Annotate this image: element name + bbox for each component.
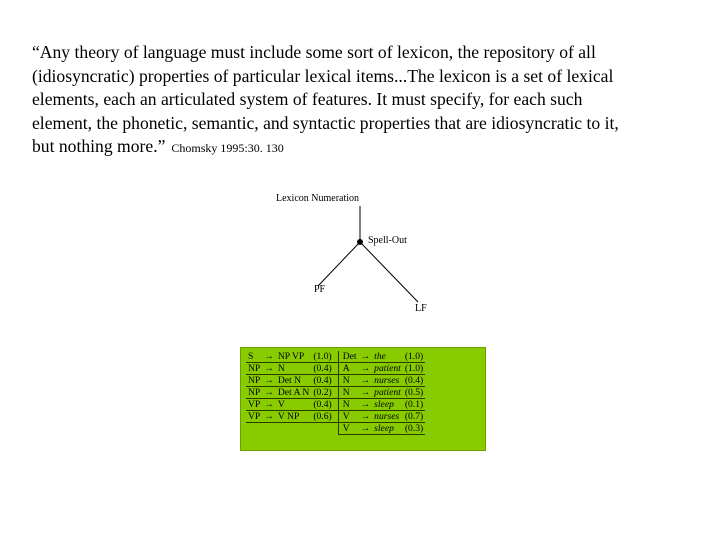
syntax-rule-rhs: Det A N xyxy=(277,387,310,398)
lexicon-numeration-label: Lexicon Numeration xyxy=(276,193,360,204)
rule-arrow: → xyxy=(360,411,371,422)
syntax-rule-rhs: NP VP xyxy=(276,351,311,363)
lexical-rule-prob: (0.5) xyxy=(404,387,424,398)
syntax-rule-lhs: NP xyxy=(248,375,261,386)
syntax-rule-rhs: V NP xyxy=(276,411,311,423)
lexical-rule-lhs: N xyxy=(338,375,358,387)
syntax-rule-lhs: VP xyxy=(248,399,261,410)
lexical-rule-lhs: V xyxy=(338,423,358,435)
lexical-rule-word: nurses xyxy=(372,411,403,423)
syntax-rule-rhs: N xyxy=(276,363,311,375)
rule-arrow: → xyxy=(360,387,371,398)
rule-arrow: → xyxy=(360,423,371,434)
lexical-rule-prob: (0.4) xyxy=(404,375,424,386)
pf-label: PF xyxy=(314,284,326,295)
quote-line: (idiosyncratic) properties of particular lexical items...The lexicon is a set of lexical xyxy=(32,65,614,86)
rule-arrow: → xyxy=(264,399,274,410)
syntax-rule-prob: (0.4) xyxy=(311,363,338,375)
lexical-rule-prob: (0.1) xyxy=(404,399,424,410)
spell-out-label: Spell-Out xyxy=(368,235,407,246)
lexical-rule-lhs: N xyxy=(338,399,358,411)
syntax-rule-lhs: S xyxy=(246,351,262,363)
syntax-rule-prob: (1.0) xyxy=(311,351,338,363)
minimalist-model-diagram xyxy=(260,190,460,315)
grammar-row xyxy=(246,399,425,411)
rule-arrow: → xyxy=(360,363,371,374)
rule-arrow: → xyxy=(264,387,274,398)
grammar-rules-table xyxy=(246,351,425,435)
grammar-row xyxy=(246,423,425,435)
rule-arrow: → xyxy=(360,399,371,410)
lexical-rule-lhs: N xyxy=(338,387,358,399)
diagram-line-pf xyxy=(318,242,360,286)
lexical-rule-prob: (1.0) xyxy=(404,363,424,374)
syntax-rule-lhs: VP xyxy=(248,411,261,422)
syntax-rule-rhs: Det N xyxy=(276,375,311,387)
lexical-rule-word: nurses xyxy=(372,375,403,387)
grammar-row xyxy=(246,411,425,423)
syntax-rule-lhs: NP xyxy=(248,363,261,374)
lexical-rule-lhs: V xyxy=(338,411,358,423)
quote-line: “Any theory of language must include some sort of lexicon, the repository of all xyxy=(32,42,596,62)
lexical-rule-word: patient xyxy=(374,387,401,398)
quote-line-text: but nothing more.” xyxy=(32,136,166,157)
grammar-row xyxy=(246,375,425,387)
syntax-rule-prob: (0.4) xyxy=(311,375,338,387)
chomsky-quote xyxy=(32,41,702,161)
lexical-rule-word: sleep xyxy=(372,399,403,411)
quote-line-last xyxy=(32,135,702,161)
pcfg-grammar-table xyxy=(240,347,486,451)
rule-arrow: → xyxy=(264,351,274,362)
rule-arrow: → xyxy=(264,411,274,422)
grammar-row xyxy=(246,387,425,399)
rule-arrow: → xyxy=(360,351,371,362)
lexical-rule-word: patient xyxy=(374,363,401,374)
empty-cell xyxy=(246,423,262,435)
lf-label: LF xyxy=(415,303,427,314)
quote-line: elements, each an articulated system of features. It must specify, for each such xyxy=(32,89,583,110)
empty-cell xyxy=(311,423,338,435)
syntax-rule-lhs: NP xyxy=(248,387,261,398)
lexical-rule-word: the xyxy=(372,351,403,363)
grammar-row xyxy=(246,351,425,363)
syntax-rule-prob: (0.6) xyxy=(311,411,338,423)
syntax-rule-prob: (0.4) xyxy=(311,399,338,411)
syntax-rule-prob: (0.2) xyxy=(311,387,338,399)
spell-out-node xyxy=(357,239,363,245)
lexical-rule-lhs: Det xyxy=(338,351,358,363)
empty-cell xyxy=(262,423,276,435)
rule-arrow: → xyxy=(360,375,371,386)
lexical-rule-prob: (0.3) xyxy=(404,423,424,434)
lexical-rule-prob: (0.7) xyxy=(404,411,424,422)
lexical-rule-word: sleep xyxy=(372,423,403,435)
syntax-rule-rhs: V xyxy=(276,399,311,411)
grammar-row xyxy=(246,363,425,375)
rule-arrow: → xyxy=(264,375,274,386)
lexical-rule-prob: (1.0) xyxy=(404,351,424,362)
diagram-lines xyxy=(260,190,460,315)
lexical-rule-lhs: A xyxy=(338,363,358,375)
rule-arrow: → xyxy=(264,363,274,374)
quote-line: element, the phonetic, semantic, and syntactic properties that are idiosyncratic to it, xyxy=(32,112,619,133)
quote-citation: Chomsky 1995:30. 130 xyxy=(171,141,284,156)
empty-cell xyxy=(276,423,311,435)
diagram-line-lf xyxy=(360,242,418,302)
